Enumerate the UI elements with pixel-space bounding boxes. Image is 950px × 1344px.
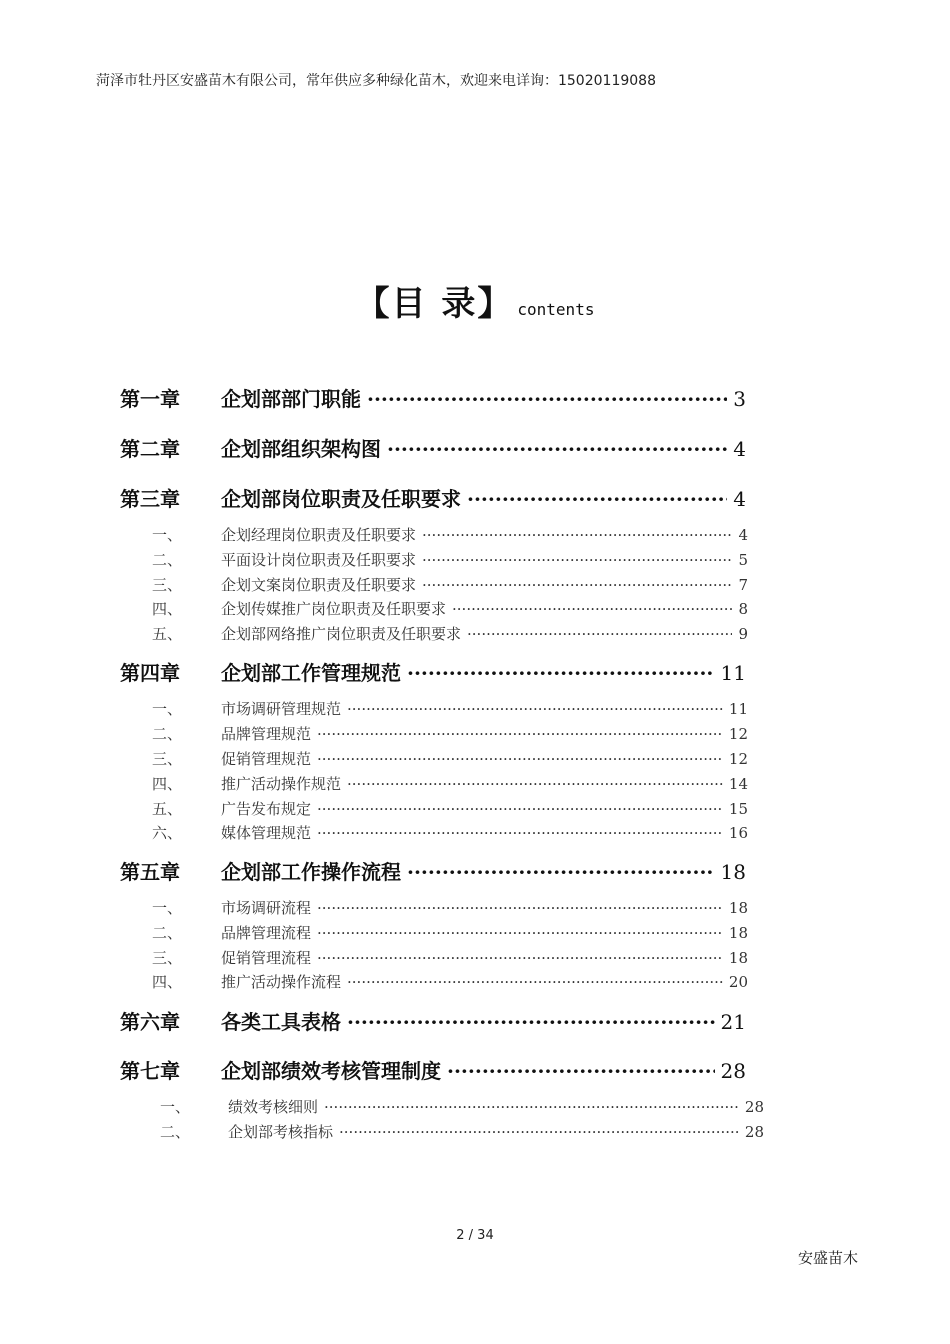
- section-title: 平面设计岗位职责及任职要求: [221, 551, 417, 569]
- section-number: 二、: [152, 924, 183, 942]
- section-title: 企划文案岗位职责及任职要求: [221, 576, 417, 594]
- chapter-page: 11: [720, 661, 746, 685]
- section-number: 一、: [152, 700, 183, 718]
- toc-section[interactable]: [152, 922, 748, 944]
- dot-leader: [447, 1059, 715, 1083]
- section-title: 推广活动操作流程: [221, 973, 342, 991]
- section-page: 28: [744, 1123, 764, 1141]
- dot-leader: [317, 899, 723, 917]
- section-page: 5: [738, 551, 748, 569]
- section-number: 二、: [152, 551, 183, 569]
- section-number: 四、: [152, 973, 183, 991]
- chapter-page: 3: [733, 387, 746, 411]
- chapter-number: 第三章: [120, 487, 180, 511]
- section-number: 三、: [152, 750, 183, 768]
- section-number: 一、: [160, 1098, 191, 1116]
- dot-leader: [467, 487, 727, 511]
- section-title: 市场调研流程: [221, 899, 312, 917]
- section-page: 18: [728, 899, 748, 917]
- toc-section[interactable]: [152, 723, 748, 745]
- toc-section[interactable]: [160, 1121, 764, 1143]
- chapter-title: 企划部工作管理规范: [221, 661, 401, 685]
- toc-section[interactable]: [152, 773, 748, 795]
- page-indicator: 2 / 34: [456, 1228, 494, 1243]
- toc-section[interactable]: [152, 748, 748, 770]
- dot-leader: [317, 924, 723, 942]
- section-number: 二、: [152, 725, 183, 743]
- section-title: 企划传媒推广岗位职责及任职要求: [221, 600, 447, 618]
- chapter-title: 企划部绩效考核管理制度: [221, 1059, 441, 1083]
- section-page: 28: [744, 1098, 764, 1116]
- dot-leader: [422, 576, 732, 594]
- section-number: 五、: [152, 800, 183, 818]
- dot-leader: [422, 551, 732, 569]
- chapter-number: 第一章: [120, 387, 180, 411]
- toc-chapter-6[interactable]: [120, 1006, 746, 1036]
- toc-chapter-4[interactable]: [120, 657, 746, 687]
- dot-leader: [407, 860, 715, 884]
- section-title: 企划部网络推广岗位职责及任职要求: [221, 625, 462, 643]
- toc-section[interactable]: [152, 698, 748, 720]
- chapter-number: 第二章: [120, 437, 180, 461]
- section-page: 12: [728, 725, 748, 743]
- dot-leader: [387, 437, 727, 461]
- dot-leader: [317, 750, 723, 768]
- toc-section[interactable]: [152, 524, 748, 546]
- section-page: 12: [728, 750, 748, 768]
- section-page: 16: [728, 824, 748, 842]
- toc-section[interactable]: [152, 574, 748, 596]
- chapter-title: 各类工具表格: [221, 1010, 341, 1034]
- chapter-number: 第四章: [120, 661, 180, 685]
- dot-leader: [367, 387, 727, 411]
- section-title: 广告发布规定: [221, 800, 312, 818]
- section-title: 促销管理流程: [221, 949, 312, 967]
- chapter-page: 18: [720, 860, 746, 884]
- toc-title-sub: contents: [517, 300, 595, 319]
- section-number: 二、: [160, 1123, 191, 1141]
- dot-leader: [467, 625, 732, 643]
- section-title: 品牌管理规范: [221, 725, 312, 743]
- section-number: 三、: [152, 576, 183, 594]
- dot-leader: [317, 824, 723, 842]
- section-title: 促销管理规范: [221, 750, 312, 768]
- toc-title-main: 【目 录】: [355, 284, 514, 324]
- section-number: 五、: [152, 625, 183, 643]
- section-number: 三、: [152, 949, 183, 967]
- section-title: 品牌管理流程: [221, 924, 312, 942]
- section-title: 推广活动操作规范: [221, 775, 342, 793]
- section-number: 四、: [152, 600, 183, 618]
- toc-chapter-3[interactable]: [120, 483, 746, 513]
- chapter-title: 企划部工作操作流程: [221, 860, 401, 884]
- section-number: 四、: [152, 775, 183, 793]
- chapter-page: 4: [733, 437, 746, 461]
- dot-leader: [452, 600, 732, 618]
- toc-section[interactable]: [152, 822, 748, 844]
- chapter-title: 企划部组织架构图: [221, 437, 381, 461]
- toc-chapter-2[interactable]: [120, 433, 746, 463]
- dot-leader: [347, 973, 723, 991]
- toc-section[interactable]: [152, 971, 748, 993]
- chapter-title: 企划部部门职能: [221, 387, 361, 411]
- section-page: 18: [728, 924, 748, 942]
- chapter-number: 第七章: [120, 1059, 180, 1083]
- section-title: 市场调研管理规范: [221, 700, 342, 718]
- section-page: 20: [728, 973, 748, 991]
- section-page: 4: [738, 526, 748, 544]
- toc-section[interactable]: [160, 1096, 764, 1118]
- dot-leader: [317, 949, 723, 967]
- dot-leader: [317, 800, 723, 818]
- toc-section[interactable]: [152, 947, 748, 969]
- dot-leader: [422, 526, 732, 544]
- footer-brand: 安盛苗木: [798, 1249, 859, 1267]
- section-page: 15: [728, 800, 748, 818]
- section-page: 8: [738, 600, 748, 618]
- section-page: 14: [728, 775, 748, 793]
- toc-section[interactable]: [152, 598, 748, 620]
- toc-section[interactable]: [152, 897, 748, 919]
- toc-section[interactable]: [152, 549, 748, 571]
- chapter-number: 第六章: [120, 1010, 180, 1034]
- section-page: 9: [738, 625, 748, 643]
- dot-leader: [347, 775, 723, 793]
- section-number: 六、: [152, 824, 183, 842]
- chapter-page: 4: [733, 487, 746, 511]
- chapter-page: 28: [720, 1059, 746, 1083]
- toc-chapter-5[interactable]: [120, 856, 746, 886]
- section-title: 企划部考核指标: [228, 1123, 334, 1141]
- chapter-number: 第五章: [120, 860, 180, 884]
- section-page: 11: [728, 700, 748, 718]
- section-number: 一、: [152, 899, 183, 917]
- section-page: 18: [728, 949, 748, 967]
- toc-section[interactable]: [152, 798, 748, 820]
- section-number: 一、: [152, 526, 183, 544]
- header-notice: 菏泽市牡丹区安盛苗木有限公司，常年供应多种绿化苗木，欢迎来电详询：15020119088: [96, 73, 656, 89]
- section-title: 企划经理岗位职责及任职要求: [221, 526, 417, 544]
- section-title: 绩效考核细则: [228, 1098, 319, 1116]
- dot-leader: [317, 725, 723, 743]
- dot-leader: [347, 700, 723, 718]
- dot-leader: [324, 1098, 739, 1116]
- toc-chapter-7[interactable]: [120, 1055, 746, 1085]
- chapter-title: 企划部岗位职责及任职要求: [221, 487, 461, 511]
- chapter-page: 21: [720, 1010, 746, 1034]
- dot-leader: [407, 661, 715, 685]
- toc-section[interactable]: [152, 623, 748, 645]
- section-title: 媒体管理规范: [221, 824, 312, 842]
- toc-chapter-1[interactable]: [120, 383, 746, 413]
- dot-leader: [347, 1010, 715, 1034]
- toc-title: [0, 276, 950, 325]
- dot-leader: [339, 1123, 739, 1141]
- section-page: 7: [738, 576, 748, 594]
